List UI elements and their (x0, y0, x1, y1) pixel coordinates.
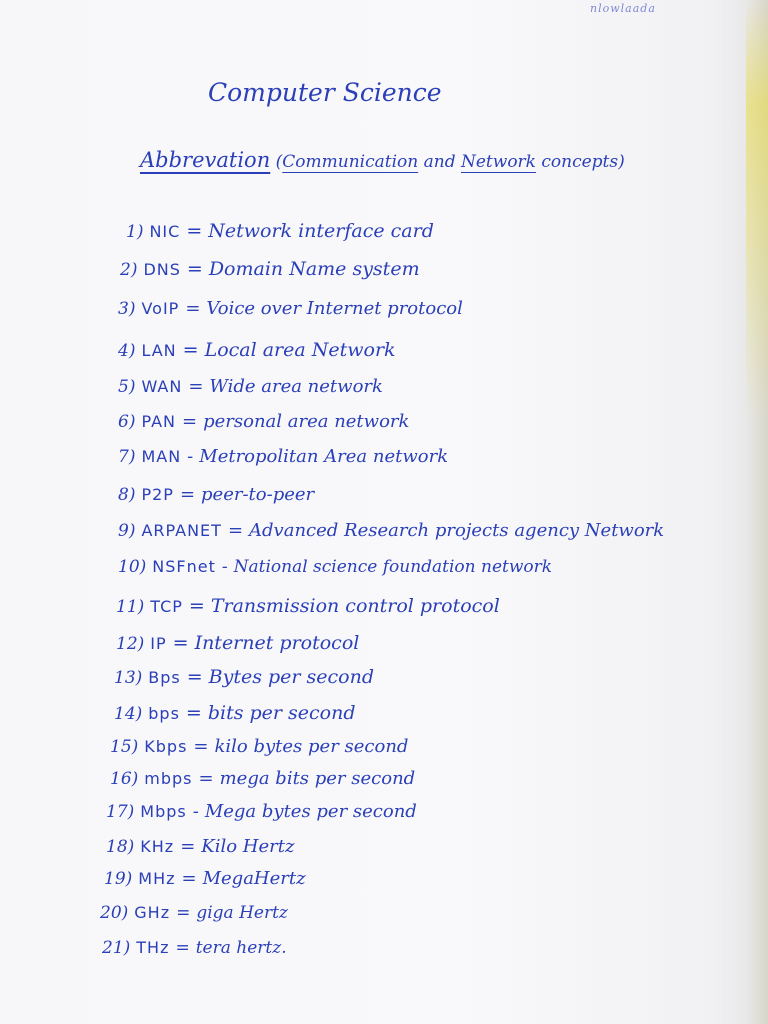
item-equals: - (187, 446, 194, 467)
list-item (110, 770, 415, 788)
list-item (106, 803, 417, 821)
item-equals: = (179, 484, 196, 505)
item-abbreviation: DNS (143, 260, 181, 279)
item-number: 8) (118, 485, 136, 505)
item-abbreviation: Mbps (140, 802, 187, 821)
item-expansion: Metropolitan Area network (199, 446, 449, 467)
item-equals: = (185, 298, 201, 319)
item-expansion: National science foundation network (233, 557, 553, 577)
item-number: 5) (118, 377, 136, 397)
list-item (118, 486, 314, 504)
item-number: 9) (118, 521, 136, 541)
item-equals: = (175, 938, 190, 958)
item-equals: = (182, 411, 198, 432)
item-number: 18) (106, 837, 135, 857)
list-item (114, 668, 374, 687)
item-number: 11) (116, 597, 145, 617)
item-abbreviation: ARPANET (141, 521, 222, 540)
item-abbreviation: Kbps (144, 737, 188, 756)
item-expansion: Network interface card (208, 220, 434, 242)
item-equals: = (186, 220, 203, 242)
item-number: 17) (106, 802, 135, 822)
item-number: 4) (118, 341, 136, 361)
item-abbreviation: P2P (141, 485, 174, 504)
item-expansion: Mega bytes per second (204, 801, 417, 822)
item-equals: - (192, 801, 199, 822)
item-equals: = (188, 376, 204, 397)
item-equals: = (227, 520, 244, 541)
item-equals: = (181, 868, 197, 889)
item-equals: = (198, 768, 214, 789)
item-abbreviation: GHz (134, 903, 171, 922)
item-expansion: mega bits per second (219, 768, 416, 789)
item-abbreviation: NSFnet (152, 557, 216, 576)
list-item (100, 905, 288, 922)
item-number: 20) (100, 903, 129, 923)
item-number: 6) (118, 412, 136, 432)
item-expansion: Local area Network (204, 339, 396, 361)
list-item (118, 300, 463, 318)
item-equals: = (186, 666, 203, 688)
item-number: 16) (110, 769, 139, 789)
item-equals: = (188, 595, 205, 617)
item-expansion: Kilo Hertz (201, 836, 295, 857)
item-number: 14) (114, 704, 143, 724)
item-number: 2) (120, 260, 138, 280)
item-equals: - (221, 557, 228, 577)
item-abbreviation: NIC (149, 222, 181, 241)
item-expansion: Wide area network (209, 376, 383, 397)
list-item (118, 413, 409, 431)
item-abbreviation: LAN (141, 341, 177, 360)
item-expansion: giga Hertz (196, 903, 288, 923)
list-item (118, 522, 664, 540)
item-expansion: tera hertz. (195, 938, 287, 958)
item-abbreviation: THz (136, 938, 170, 957)
heading-open: ( (270, 152, 283, 172)
item-expansion: Voice over Internet protocol (206, 298, 463, 319)
page-title: Computer Science (208, 78, 442, 107)
item-abbreviation: IP (150, 634, 167, 653)
item-equals: = (193, 736, 209, 757)
list-item (118, 559, 552, 576)
item-number: 15) (110, 737, 139, 757)
item-number: 10) (118, 557, 147, 577)
list-item (114, 704, 356, 723)
item-abbreviation: MAN (141, 447, 182, 466)
item-number: 21) (102, 938, 131, 958)
list-item (126, 222, 434, 241)
item-number: 19) (104, 869, 133, 889)
list-item (104, 870, 306, 888)
item-abbreviation: KHz (140, 837, 175, 856)
item-number: 1) (126, 222, 144, 242)
item-number: 7) (118, 447, 136, 467)
item-expansion: Advanced Research projects agency Network (249, 520, 665, 541)
list-item (116, 634, 359, 653)
list-item (118, 341, 396, 360)
item-number: 12) (116, 634, 145, 654)
heading-network: Network (461, 152, 536, 172)
item-expansion: peer-to-peer (201, 484, 315, 505)
item-expansion: personal area network (203, 411, 410, 432)
item-abbreviation: MHz (138, 869, 176, 888)
list-item (110, 738, 408, 756)
item-abbreviation: VoIP (141, 299, 180, 318)
heading-concepts: concepts (535, 152, 619, 172)
heading-close: ) (618, 152, 625, 172)
item-abbreviation: bps (148, 704, 180, 723)
corner-note: nlowlaada (590, 2, 656, 15)
list-item (116, 597, 500, 616)
heading-communication: Communication (282, 152, 419, 172)
item-expansion: bits per second (207, 702, 356, 724)
item-equals: = (176, 903, 191, 923)
item-expansion: Transmission control protocol (210, 595, 500, 617)
item-number: 13) (114, 668, 143, 688)
list-item (102, 940, 287, 957)
item-expansion: Bytes per second (208, 666, 375, 688)
heading-main: Abbrevation (140, 148, 271, 172)
heading-and: and (418, 152, 461, 172)
list-item (118, 378, 383, 396)
item-equals: = (182, 339, 199, 361)
list-item (118, 448, 448, 466)
item-equals: = (180, 836, 196, 857)
list-item (106, 838, 294, 856)
item-expansion: MegaHertz (202, 868, 306, 889)
item-number: 3) (118, 299, 136, 319)
item-abbreviation: Bps (148, 668, 181, 687)
item-expansion: Internet protocol (194, 632, 360, 654)
item-abbreviation: TCP (150, 597, 183, 616)
item-abbreviation: PAN (141, 412, 176, 431)
list-item (120, 260, 420, 279)
item-abbreviation: WAN (141, 377, 183, 396)
item-equals: = (186, 258, 203, 280)
item-abbreviation: mbps (144, 769, 193, 788)
item-equals: = (185, 702, 202, 724)
item-expansion: Domain Name system (208, 258, 420, 280)
item-expansion: kilo bytes per second (214, 736, 409, 757)
item-equals: = (172, 632, 189, 654)
